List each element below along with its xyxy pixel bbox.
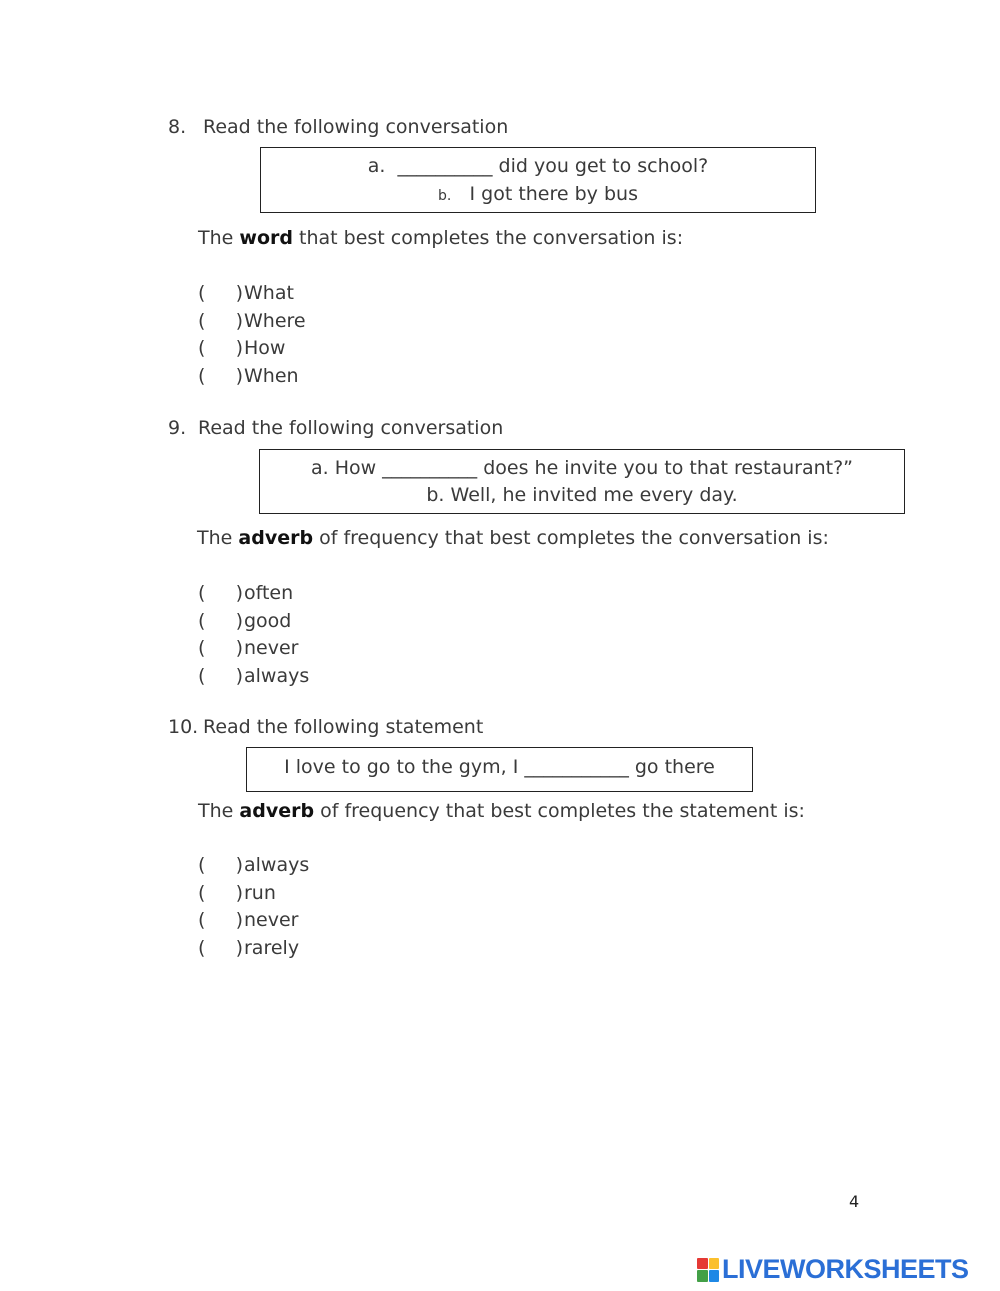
logo-icon-block <box>697 1270 708 1282</box>
question-title-text: Read the following conversation <box>198 417 504 439</box>
question-title-text: Read the following statement <box>203 716 484 738</box>
answer-checkbox[interactable]: ( ) <box>198 664 244 687</box>
box-line-b: b. I got there by bus <box>438 183 638 205</box>
question-9-title <box>168 417 503 439</box>
option-item[interactable]: ( )When <box>198 363 306 391</box>
instruction-9: The adverb of frequency that best completes the conversation is: <box>197 527 829 549</box>
option-item[interactable]: ( )How <box>198 335 306 363</box>
answer-checkbox[interactable]: ( ) <box>198 282 244 304</box>
conversation-box-8 <box>260 147 816 213</box>
answer-checkbox[interactable]: ( ) <box>198 337 244 359</box>
answer-checkbox[interactable]: ( ) <box>198 881 244 904</box>
option-item[interactable]: ( )never <box>198 907 309 935</box>
liveworksheets-logo-icon <box>697 1258 719 1282</box>
conversation-box-9 <box>259 449 905 514</box>
liveworksheets-logo <box>697 1254 969 1285</box>
statement-box-10 <box>246 747 753 792</box>
answer-checkbox[interactable]: ( ) <box>198 909 244 931</box>
question-number: 10. <box>168 716 199 738</box>
option-item[interactable]: ( )never <box>198 635 309 663</box>
question-10-title <box>168 716 483 738</box>
option-item[interactable]: ( )always <box>198 852 309 880</box>
instruction-10: The adverb of frequency that best completes the statement is: <box>198 800 805 822</box>
option-item[interactable]: ( )rarely <box>198 935 309 963</box>
options-8 <box>198 280 306 390</box>
box-line-a: a. __________ did you get to school? <box>367 155 709 177</box>
logo-text: LIVEWORKSHEETS <box>722 1254 969 1284</box>
logo-icon-block <box>697 1258 708 1270</box>
answer-checkbox[interactable]: ( ) <box>198 637 244 659</box>
answer-checkbox[interactable]: ( ) <box>198 309 244 332</box>
question-title-text: Read the following conversation <box>203 116 509 138</box>
instruction-keyword: adverb <box>239 800 315 822</box>
box-line-a: a. How __________ does he invite you to that restaurant?” <box>310 457 854 479</box>
option-item[interactable]: ( )good <box>198 608 309 636</box>
option-item[interactable]: ( )often <box>198 580 309 608</box>
option-item[interactable]: ( )Where <box>198 308 306 336</box>
answer-checkbox[interactable]: ( ) <box>198 854 244 876</box>
logo-icon-block <box>709 1258 720 1270</box>
options-9 <box>198 580 309 690</box>
question-number: 8. <box>168 116 187 138</box>
box-line-b: b. Well, he invited me every day. <box>426 484 738 506</box>
box-line: I love to go to the gym, I ___________ go there <box>284 756 715 778</box>
answer-checkbox[interactable]: ( ) <box>198 364 244 387</box>
answer-checkbox[interactable]: ( ) <box>198 609 244 632</box>
instruction-keyword: word <box>239 227 293 249</box>
instruction-8: The word that best completes the conversation is: <box>198 227 684 249</box>
logo-icon-block <box>709 1270 720 1282</box>
option-item[interactable]: ( )run <box>198 880 309 908</box>
question-8-title <box>168 116 508 138</box>
option-item[interactable]: ( )What <box>198 280 306 308</box>
answer-checkbox[interactable]: ( ) <box>198 582 244 604</box>
options-10 <box>198 852 309 962</box>
question-number: 9. <box>168 417 187 439</box>
answer-checkbox[interactable]: ( ) <box>198 936 244 959</box>
instruction-keyword: adverb <box>238 527 314 549</box>
option-item[interactable]: ( )always <box>198 663 309 691</box>
page-number: 4 <box>849 1192 860 1211</box>
